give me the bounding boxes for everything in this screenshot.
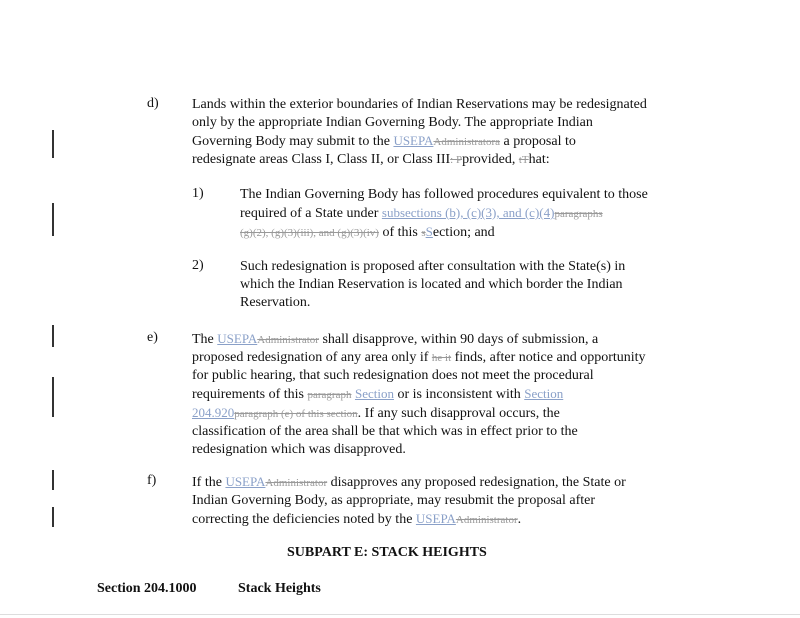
text-line: . — [517, 512, 522, 527]
subparagraph-2 — [240, 258, 720, 312]
text-line: only by the appropriate Indian Governing Body. The appropriate Indian — [192, 115, 593, 130]
text-line: Indian Governing Body, as appropriate, may resubmit the proposal after — [192, 493, 596, 508]
change-bar — [52, 130, 54, 158]
text-line: correcting the deficiencies noted by the — [192, 512, 416, 527]
deleted-text: (g)(2), (g)(3)(iii), and (g)(3)(iv) — [240, 227, 379, 239]
text-line: . If any such disapproval occurs, the — [357, 406, 560, 421]
item-label-1: 1) — [192, 186, 204, 201]
text-line: Governing Body may submit to the — [192, 134, 394, 149]
deleted-text: paragraph — [307, 389, 352, 401]
inserted-text: USEPA — [415, 511, 456, 526]
change-bar — [52, 203, 54, 236]
deleted-text: Administrator — [455, 514, 518, 526]
deleted-text: : P — [450, 154, 463, 166]
deleted-text: Administrator — [433, 136, 496, 148]
deleted-text: t — [518, 154, 522, 166]
paragraph-d — [192, 96, 722, 169]
text-line: classification of the area shall be that which was in effect prior to the — [192, 424, 578, 439]
text-line: disapproves any proposed redesignation, the State or — [327, 475, 626, 490]
inserted-text: Section — [524, 386, 564, 401]
change-bar — [52, 377, 54, 417]
deleted-text: a — [495, 136, 501, 148]
text-line: proposed redesignation of any area only if — [192, 350, 432, 365]
text-line: shall disapprove, within 90 days of submission, a — [318, 332, 599, 347]
text-line: If the — [192, 475, 226, 490]
deleted-text: T — [521, 154, 529, 166]
text-line: redesignate areas Class I, Class II, or Class III — [192, 152, 451, 167]
item-label-2: 2) — [192, 258, 204, 273]
text-line: redesignation which was disapproved. — [192, 442, 406, 457]
text-line: Such redesignation is proposed after consultation with the State(s) in — [240, 259, 626, 274]
deleted-text: s — [421, 227, 426, 239]
subpart-heading: SUBPART E: STACK HEIGHTS — [287, 545, 487, 560]
text-line: or is inconsistent with — [393, 387, 525, 402]
item-label-f: f) — [147, 473, 157, 488]
inserted-text: USEPA — [393, 133, 434, 148]
inserted-text: USEPA — [225, 474, 266, 489]
paragraph-e — [192, 330, 732, 459]
text-line: a proposal to — [500, 134, 576, 149]
text-line: Lands within the exterior boundaries of Indian Reservations may be redesignated — [192, 97, 647, 112]
change-bar — [52, 470, 54, 490]
section-number: Section 204.1000 — [97, 581, 197, 596]
inserted-text: USEPA — [217, 331, 258, 346]
text-line: Reservation. — [240, 295, 311, 310]
text-line: of this — [378, 225, 422, 240]
inserted-text: subsections (b), (c)(3), and (c)(4) — [381, 205, 555, 220]
change-bar — [52, 507, 54, 527]
inserted-text: S — [425, 224, 433, 239]
subparagraph-1 — [240, 186, 720, 242]
text-line: which the Indian Reservation is located and which border the Indian — [240, 277, 623, 292]
text-line: for public hearing, that such redesignation does not meet the procedural — [192, 368, 594, 383]
text-line: required of a State under — [240, 206, 382, 221]
section-title: Stack Heights — [238, 581, 321, 596]
deleted-text: paragraphs — [554, 208, 603, 220]
deleted-text: Administrator — [265, 477, 328, 489]
item-label-d: d) — [147, 96, 159, 111]
text-line: requirements of this — [192, 387, 308, 402]
item-label-e: e) — [147, 330, 158, 345]
inserted-text: 204.920 — [192, 405, 235, 420]
deleted-text: he it — [431, 352, 452, 364]
deleted-text: Administrator — [257, 334, 319, 346]
text-line: ection; and — [432, 225, 495, 240]
paragraph-f — [192, 473, 732, 529]
text-line: hat: — [528, 152, 550, 167]
inserted-text: Section — [354, 386, 394, 401]
text-line: The — [192, 332, 218, 347]
text-line: provided, — [462, 152, 519, 167]
text-line: The Indian Governing Body has followed procedures equivalent to those — [240, 187, 648, 202]
page-edge-line — [0, 614, 800, 615]
text-line: finds, after notice and opportunity — [451, 350, 646, 365]
change-bar — [52, 325, 54, 347]
deleted-text: paragraph (e) of this section — [234, 408, 358, 420]
